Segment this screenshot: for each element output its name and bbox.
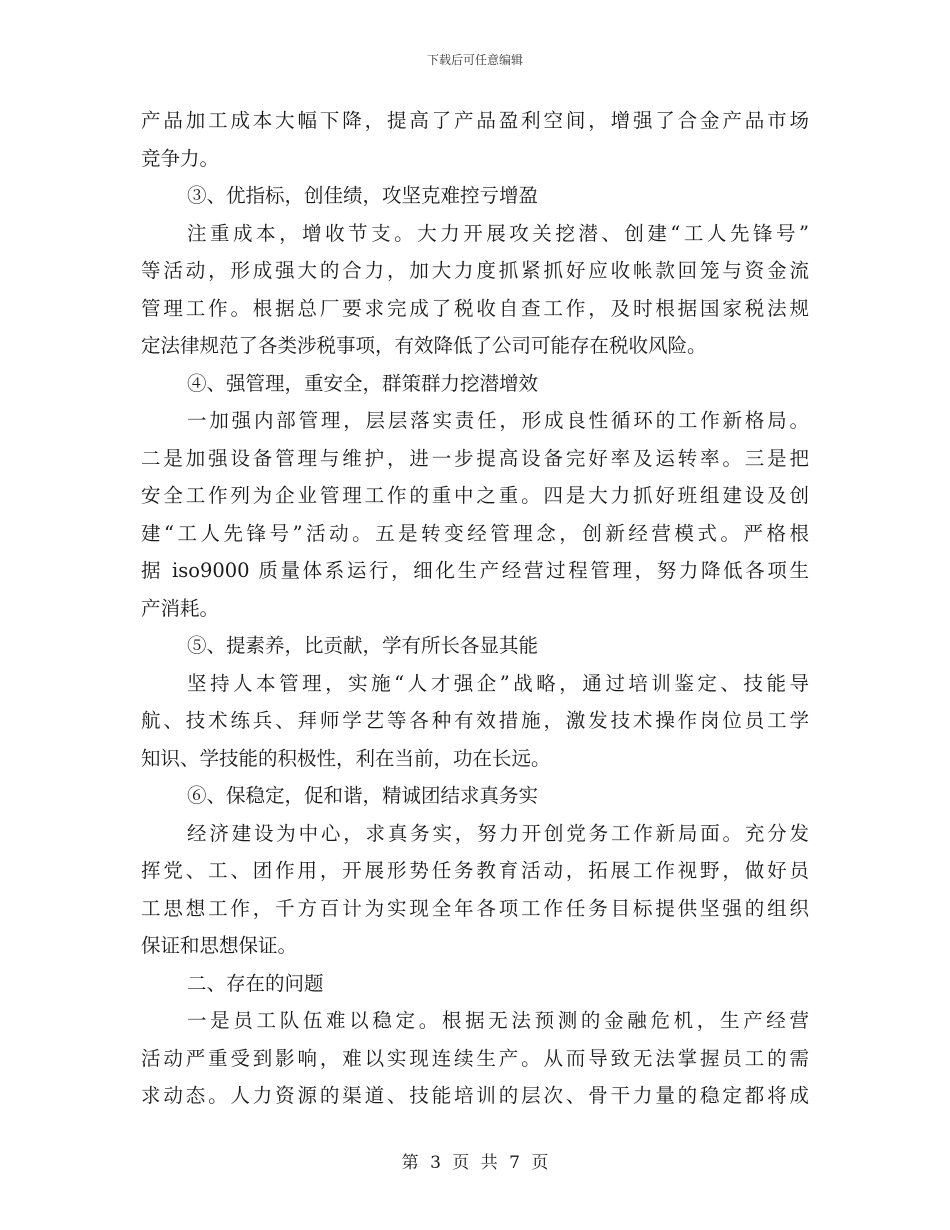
text-line: 等活动，形成强大的合力，加大力度抓紧抓好应收帐款回笼与资金流 [141,259,809,282]
page-footer [0,1152,950,1174]
text-line: ⑤、提素养，比贡献，学有所长各显其能 [187,634,539,657]
text-line: 活动严重受到影响，难以实现连续生产。从而导致无法掌握员工的需 [141,1046,809,1070]
document-body [141,102,809,1115]
text-line: ⑥、保稳定，促和谐，精诚团结求真务实 [187,784,539,807]
text-line: 定法律规范了各类涉税事项，有效降低了公司可能存在税收风险。 [141,334,707,357]
text-line: ④、强管理，重安全，群策群力挖潜增效 [187,371,539,395]
text-line: 管理工作。根据总厂要求完成了税收自查工作，及时根据国家税法规 [141,296,809,320]
text-line: 知识、学技能的积极性，利在当前，功在长远。 [141,746,551,770]
text-line: 产品加工成本大幅下降，提高了产品盈利空间，增强了合金产品市场 [141,109,809,132]
header-text: 下载后可任意编辑 [426,53,523,67]
text-line: 航、技术练兵、拜师学艺等各种有效措施，激发技术操作岗位员工学 [141,709,809,732]
text-line: 竞争力。 [141,146,220,170]
text-line: 一加强内部管理，层层落实责任，形成良性循环的工作新格局。 [187,409,809,432]
page-number: 第 3 页 共 7 页 [401,1153,549,1173]
text-line: 坚持人本管理，实施“人才强企”战略，通过培训鉴定、技能导 [187,671,809,695]
page-header [0,52,950,68]
text-line: 二、存在的问题 [187,971,324,995]
text-line: 注重成本，增收节支。大力开展攻关挖潜、创建“工人先锋号” [187,221,809,245]
text-line: 工思想工作，千方百计为实现全年各项工作任务目标提供坚强的组织 [141,896,809,920]
text-line: 求动态。人力资源的渠道、技能培训的层次、骨干力量的稳定都将成 [141,1084,809,1107]
text-line: 保证和思想保证。 [141,934,298,957]
text-line: 经济建设为中心，求真务实，努力开创党务工作新局面。充分发 [187,821,809,845]
text-line: 二是加强设备管理与维护，进一步提高设备完好率及运转率。三是把 [141,446,809,470]
text-line: 建“工人先锋号”活动。五是转变经管理念，创新经营模式。严格根 [141,521,809,545]
text-line: 挥党、工、团作用，开展形势任务教育活动，拓展工作视野，做好员 [141,859,809,882]
text-line: 产消耗。 [141,596,220,620]
text-line: 据 iso9000 质量体系运行，细化生产经营过程管理，努力降低各项生 [141,559,809,582]
text-line: 安全工作列为企业管理工作的重中之重。四是大力抓好班组建设及创 [141,484,809,507]
text-line: ③、优指标，创佳绩，攻坚克难控亏增盈 [187,184,539,207]
text-line: 一是员工队伍难以稳定。根据无法预测的金融危机，生产经营 [187,1009,809,1032]
